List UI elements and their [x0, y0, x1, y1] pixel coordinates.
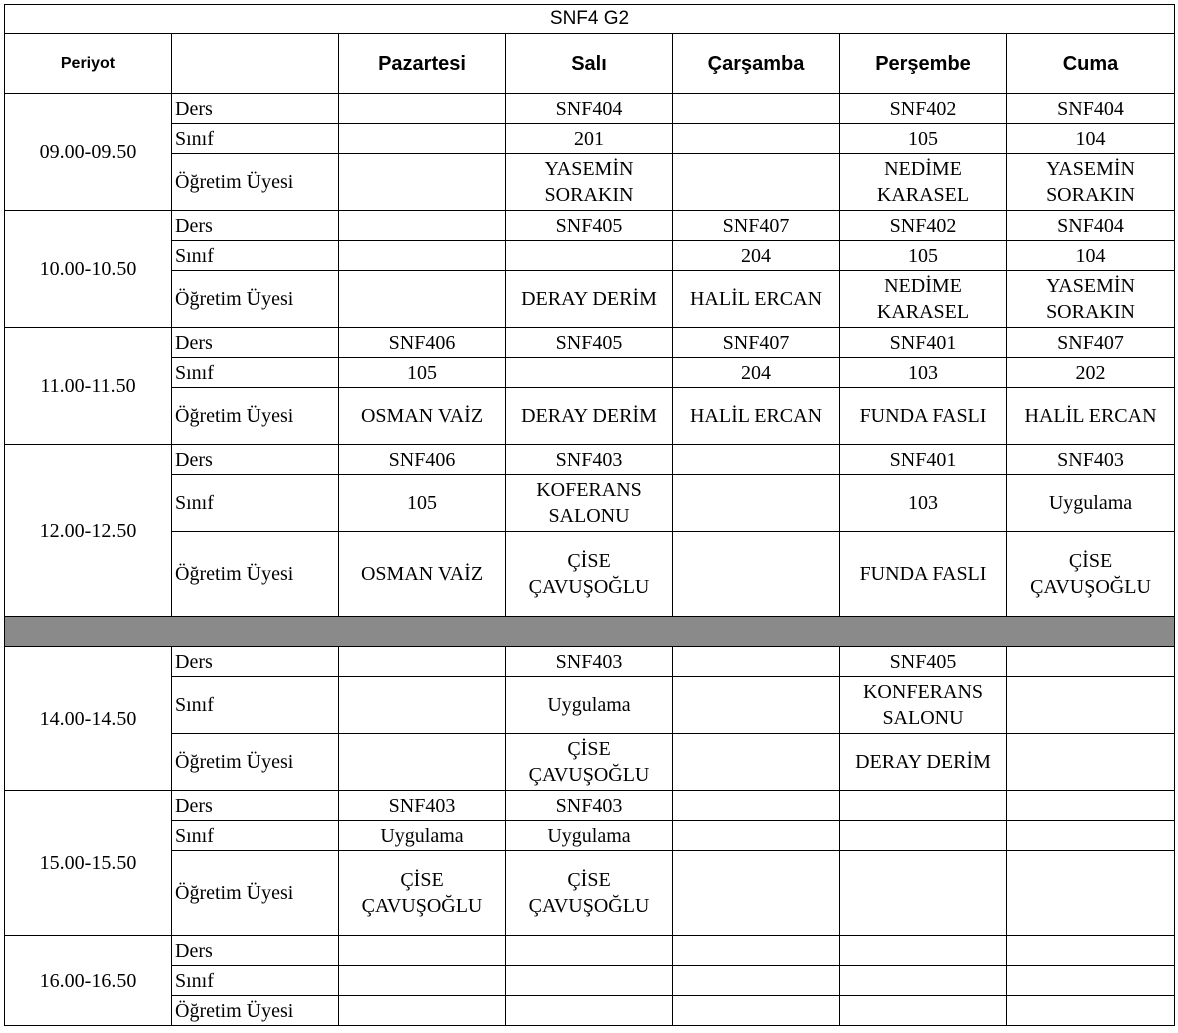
cell-ders: SNF403: [506, 647, 673, 677]
table-row: [5, 936, 1175, 966]
table-row: [5, 734, 1175, 791]
cell-ders: SNF401: [840, 445, 1007, 475]
cell-ders: [673, 647, 840, 677]
cell-ogretim: [339, 271, 506, 328]
header-blank: [172, 34, 339, 94]
cell-ders: SNF404: [1007, 211, 1175, 241]
table-row: [5, 851, 1175, 936]
row-label-ogretim: Öğretim Üyesi: [172, 154, 339, 211]
cell-ogretim: [673, 532, 840, 617]
cell-ogretim: [506, 996, 673, 1026]
cell-sinif: [506, 241, 673, 271]
row-label-ogretim: Öğretim Üyesi: [172, 532, 339, 617]
cell-ders: [840, 791, 1007, 821]
cell-sinif: [673, 966, 840, 996]
row-label-ogretim: Öğretim Üyesi: [172, 271, 339, 328]
cell-sinif: [840, 966, 1007, 996]
cell-sinif: [339, 677, 506, 734]
cell-ogretim: [673, 996, 840, 1026]
table-row: [5, 211, 1175, 241]
row-label-sinif: Sınıf: [172, 966, 339, 996]
table-row: [5, 124, 1175, 154]
cell-ogretim: [673, 734, 840, 791]
header-period: Periyot: [5, 34, 172, 94]
table-row: [5, 475, 1175, 532]
cell-ogretim: YASEMİN SORAKIN: [1007, 271, 1175, 328]
table-row: [5, 677, 1175, 734]
period-time: 12.00-12.50: [5, 445, 172, 617]
cell-ogretim: [339, 996, 506, 1026]
cell-ders: [339, 211, 506, 241]
cell-sinif: 103: [840, 358, 1007, 388]
cell-ogretim: ÇİSE ÇAVUŞOĞLU: [506, 851, 673, 936]
period-time: 15.00-15.50: [5, 791, 172, 936]
cell-sinif: [506, 358, 673, 388]
cell-ders: [506, 936, 673, 966]
cell-ogretim: [1007, 734, 1175, 791]
cell-sinif: KOFERANS SALONU: [506, 475, 673, 532]
row-label-ogretim: Öğretim Üyesi: [172, 996, 339, 1026]
period-time: 11.00-11.50: [5, 328, 172, 445]
cell-sinif: [673, 475, 840, 532]
cell-sinif: [1007, 677, 1175, 734]
table-row: [5, 647, 1175, 677]
cell-sinif: Uygulama: [506, 821, 673, 851]
cell-ogretim: DERAY DERİM: [840, 734, 1007, 791]
cell-sinif: 105: [339, 475, 506, 532]
row-label-sinif: Sınıf: [172, 241, 339, 271]
cell-ders: [673, 791, 840, 821]
cell-ders: SNF402: [840, 94, 1007, 124]
period-time: 10.00-10.50: [5, 211, 172, 328]
cell-sinif: [1007, 966, 1175, 996]
cell-ogretim: NEDİME KARASEL: [840, 154, 1007, 211]
cell-sinif: 201: [506, 124, 673, 154]
table-row: [5, 328, 1175, 358]
cell-ders: [673, 936, 840, 966]
header-friday: Cuma: [1007, 34, 1175, 94]
cell-ogretim: FUNDA FASLI: [840, 388, 1007, 445]
table-row: [5, 532, 1175, 617]
cell-ogretim: [1007, 851, 1175, 936]
cell-sinif: 105: [840, 124, 1007, 154]
cell-ogretim: OSMAN VAİZ: [339, 532, 506, 617]
row-label-ders: Ders: [172, 936, 339, 966]
cell-ders: SNF404: [506, 94, 673, 124]
row-label-ders: Ders: [172, 445, 339, 475]
cell-ders: SNF405: [840, 647, 1007, 677]
row-label-ders: Ders: [172, 328, 339, 358]
cell-sinif: Uygulama: [1007, 475, 1175, 532]
cell-ogretim: ÇİSE ÇAVUŞOĞLU: [339, 851, 506, 936]
table-row: [5, 791, 1175, 821]
cell-ogretim: [339, 734, 506, 791]
table-row: [5, 94, 1175, 124]
cell-sinif: [673, 124, 840, 154]
period-time: 14.00-14.50: [5, 647, 172, 791]
header-thursday: Perşembe: [840, 34, 1007, 94]
cell-ogretim: DERAY DERİM: [506, 271, 673, 328]
cell-sinif: [339, 241, 506, 271]
table-row: [5, 154, 1175, 211]
row-label-ders: Ders: [172, 647, 339, 677]
cell-ogretim: ÇİSE ÇAVUŞOĞLU: [506, 734, 673, 791]
cell-ders: SNF403: [339, 791, 506, 821]
cell-ders: [1007, 647, 1175, 677]
lunch-break-row: [5, 617, 1175, 647]
row-label-ogretim: Öğretim Üyesi: [172, 851, 339, 936]
cell-ders: SNF403: [1007, 445, 1175, 475]
cell-sinif: [673, 821, 840, 851]
row-label-ders: Ders: [172, 211, 339, 241]
cell-ders: [673, 445, 840, 475]
cell-ders: SNF405: [506, 328, 673, 358]
cell-ogretim: HALİL ERCAN: [673, 388, 840, 445]
cell-sinif: 204: [673, 358, 840, 388]
cell-sinif: [339, 124, 506, 154]
cell-ders: SNF404: [1007, 94, 1175, 124]
cell-sinif: KONFERANS SALONU: [840, 677, 1007, 734]
row-label-sinif: Sınıf: [172, 475, 339, 532]
table-row: [5, 821, 1175, 851]
cell-ders: [339, 936, 506, 966]
cell-sinif: 103: [840, 475, 1007, 532]
cell-ogretim: YASEMİN SORAKIN: [1007, 154, 1175, 211]
cell-ders: [339, 647, 506, 677]
cell-ders: [673, 94, 840, 124]
cell-ogretim: FUNDA FASLI: [840, 532, 1007, 617]
header-tuesday: Salı: [506, 34, 673, 94]
cell-ders: SNF403: [506, 445, 673, 475]
cell-ders: SNF402: [840, 211, 1007, 241]
cell-ders: SNF401: [840, 328, 1007, 358]
cell-ders: SNF407: [673, 211, 840, 241]
cell-ders: [1007, 791, 1175, 821]
cell-ogretim: DERAY DERİM: [506, 388, 673, 445]
cell-ogretim: OSMAN VAİZ: [339, 388, 506, 445]
row-label-ders: Ders: [172, 791, 339, 821]
row-label-sinif: Sınıf: [172, 821, 339, 851]
cell-ogretim: [673, 154, 840, 211]
cell-ogretim: HALİL ERCAN: [1007, 388, 1175, 445]
table-row: [5, 966, 1175, 996]
cell-sinif: 104: [1007, 241, 1175, 271]
table-row: [5, 388, 1175, 445]
cell-ogretim: [1007, 996, 1175, 1026]
cell-sinif: [673, 677, 840, 734]
cell-ders: SNF405: [506, 211, 673, 241]
row-label-ogretim: Öğretim Üyesi: [172, 734, 339, 791]
cell-ogretim: [339, 154, 506, 211]
cell-sinif: [506, 966, 673, 996]
table-row: [5, 241, 1175, 271]
cell-ogretim: [840, 996, 1007, 1026]
cell-sinif: 104: [1007, 124, 1175, 154]
header-monday: Pazartesi: [339, 34, 506, 94]
cell-ogretim: [840, 851, 1007, 936]
row-label-sinif: Sınıf: [172, 358, 339, 388]
table-row: [5, 445, 1175, 475]
cell-sinif: [840, 821, 1007, 851]
cell-ogretim: NEDİME KARASEL: [840, 271, 1007, 328]
cell-ogretim: [673, 851, 840, 936]
period-time: 16.00-16.50: [5, 936, 172, 1026]
cell-ders: [1007, 936, 1175, 966]
cell-ders: SNF406: [339, 328, 506, 358]
cell-ders: [840, 936, 1007, 966]
cell-ders: [339, 94, 506, 124]
cell-sinif: 204: [673, 241, 840, 271]
table-row: [5, 271, 1175, 328]
table-row: [5, 996, 1175, 1026]
lunch-break: [5, 617, 1175, 647]
cell-ogretim: HALİL ERCAN: [673, 271, 840, 328]
cell-sinif: Uygulama: [506, 677, 673, 734]
cell-ogretim: ÇİSE ÇAVUŞOĞLU: [506, 532, 673, 617]
row-label-ders: Ders: [172, 94, 339, 124]
cell-ders: SNF406: [339, 445, 506, 475]
table-title: SNF4 G2: [5, 5, 1175, 34]
cell-sinif: 105: [339, 358, 506, 388]
cell-sinif: 105: [840, 241, 1007, 271]
row-label-sinif: Sınıf: [172, 124, 339, 154]
cell-ogretim: YASEMİN SORAKIN: [506, 154, 673, 211]
cell-ders: SNF407: [1007, 328, 1175, 358]
cell-ders: SNF403: [506, 791, 673, 821]
cell-sinif: [1007, 821, 1175, 851]
cell-ogretim: ÇİSE ÇAVUŞOĞLU: [1007, 532, 1175, 617]
schedule-table: [4, 4, 1175, 1026]
row-label-ogretim: Öğretim Üyesi: [172, 388, 339, 445]
row-label-sinif: Sınıf: [172, 677, 339, 734]
cell-sinif: [339, 966, 506, 996]
cell-sinif: Uygulama: [339, 821, 506, 851]
cell-ders: SNF407: [673, 328, 840, 358]
header-wednesday: Çarşamba: [673, 34, 840, 94]
period-time: 09.00-09.50: [5, 94, 172, 211]
table-row: [5, 358, 1175, 388]
cell-sinif: 202: [1007, 358, 1175, 388]
